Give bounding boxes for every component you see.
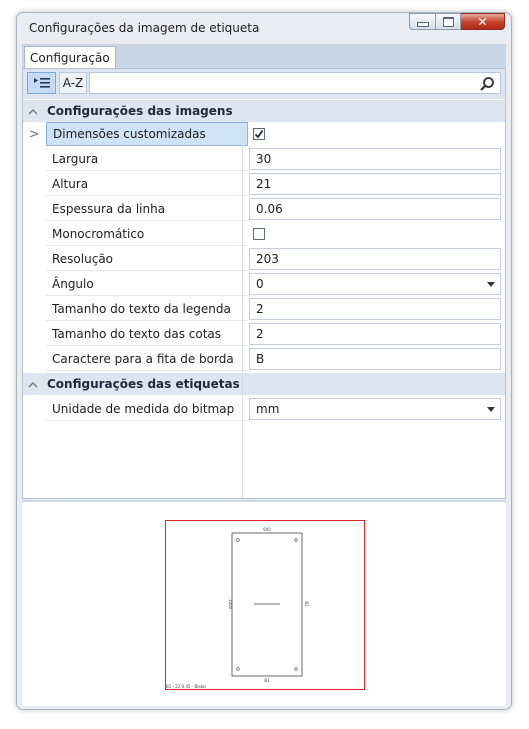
property-row-unidade	[23, 397, 505, 422]
dropdown-value: 0	[256, 277, 264, 291]
property-grid	[22, 68, 506, 499]
maximize-button[interactable]	[436, 13, 461, 30]
tab-strip	[22, 44, 506, 68]
selected-row-chevron-icon: >	[23, 122, 45, 147]
property-label: Resolução	[46, 247, 248, 271]
grid-divider	[242, 130, 243, 498]
collapse-chevron-icon[interactable]	[23, 381, 43, 388]
property-toolbar	[23, 69, 505, 99]
largura-field[interactable]: 30	[249, 148, 501, 170]
window-controls	[409, 13, 505, 31]
alphabetical-label: A-Z	[62, 76, 84, 90]
maximize-icon	[443, 17, 454, 27]
row-gutter	[23, 247, 45, 272]
row-gutter	[23, 297, 45, 322]
section-header-imagens[interactable]	[23, 100, 505, 122]
property-label: Unidade de medida do bitmap	[46, 397, 248, 421]
texto-legenda-field[interactable]: 2	[249, 298, 501, 320]
row-gutter	[23, 272, 45, 297]
close-button[interactable]	[461, 13, 505, 30]
property-value	[249, 223, 501, 245]
label-preview-frame	[165, 520, 365, 690]
property-row-angulo	[23, 272, 505, 297]
property-row-texto-legenda	[23, 297, 505, 322]
property-label: Ângulo	[46, 272, 248, 296]
tab-label: Configuração	[30, 51, 110, 65]
section-title: Configurações das etiquetas	[47, 377, 240, 391]
row-gutter	[23, 172, 45, 197]
checkbox-dimensoes-customizadas[interactable]	[253, 128, 265, 140]
property-label: Monocromático	[46, 222, 248, 246]
row-gutter	[23, 347, 45, 372]
label-preview-drawing	[166, 521, 364, 689]
property-label: Caractere para a fita de borda	[46, 347, 248, 371]
property-label: Largura	[46, 147, 248, 171]
property-value	[249, 123, 501, 145]
fita-borda-field[interactable]: B	[249, 348, 501, 370]
tab-configuracao[interactable]	[24, 46, 116, 69]
title-bar[interactable]	[17, 13, 511, 43]
checkmark-icon	[254, 129, 264, 139]
row-gutter	[23, 397, 45, 422]
property-label: Tamanho do texto das cotas	[46, 322, 248, 346]
checkbox-monocromatico[interactable]	[253, 228, 265, 240]
window-title: Configurações da imagem de etiqueta	[29, 21, 260, 35]
top-dimension-label: 900	[263, 527, 271, 532]
row-gutter	[23, 147, 45, 172]
alphabetical-button[interactable]	[59, 72, 87, 94]
preview-caption: B1 - 22 0.45 - Bisbis	[166, 684, 207, 689]
property-label: Espessura da linha	[46, 197, 248, 221]
property-row-monocromatico	[23, 222, 505, 247]
property-row-largura	[23, 147, 505, 172]
row-gutter	[23, 222, 45, 247]
altura-field[interactable]: 21	[249, 173, 501, 195]
property-row-altura	[23, 172, 505, 197]
dialog-window	[16, 12, 512, 710]
property-row-texto-cotas	[23, 322, 505, 347]
collapse-chevron-icon[interactable]	[23, 108, 43, 115]
dropdown-value: mm	[256, 402, 280, 416]
property-label: Dimensões customizadas	[46, 122, 248, 146]
property-row-espessura	[23, 197, 505, 222]
texto-cotas-field[interactable]: 2	[249, 323, 501, 345]
minimize-button[interactable]	[409, 13, 436, 30]
minimize-icon	[417, 22, 429, 27]
label-preview-area	[22, 500, 506, 706]
property-label: Altura	[46, 172, 248, 196]
section-title: Configurações das imagens	[47, 104, 233, 118]
categorized-list-icon	[33, 77, 51, 89]
search-input[interactable]	[89, 72, 501, 94]
dropdown-arrow-icon[interactable]	[487, 282, 495, 287]
search-icon[interactable]	[479, 76, 495, 92]
row-gutter	[23, 197, 45, 222]
property-row-resolucao	[23, 247, 505, 272]
dropdown-arrow-icon[interactable]	[487, 407, 495, 412]
property-row-fita-borda	[23, 347, 505, 372]
section-header-etiquetas[interactable]	[23, 373, 505, 395]
property-label: Tamanho do texto da legenda	[46, 297, 248, 321]
row-gutter	[23, 322, 45, 347]
bottom-dimension-label: B1	[264, 678, 270, 683]
categorized-button[interactable]	[27, 72, 56, 94]
right-dimension-label: B1	[304, 601, 309, 607]
resolucao-field[interactable]: 203	[249, 248, 501, 270]
angulo-dropdown[interactable]	[249, 273, 501, 295]
left-dimension-label: 1000	[228, 598, 233, 610]
close-icon: ✕	[477, 14, 488, 29]
property-row-dimensoes[interactable]	[23, 122, 505, 147]
espessura-field[interactable]: 0.06	[249, 198, 501, 220]
unidade-dropdown[interactable]	[249, 398, 501, 420]
